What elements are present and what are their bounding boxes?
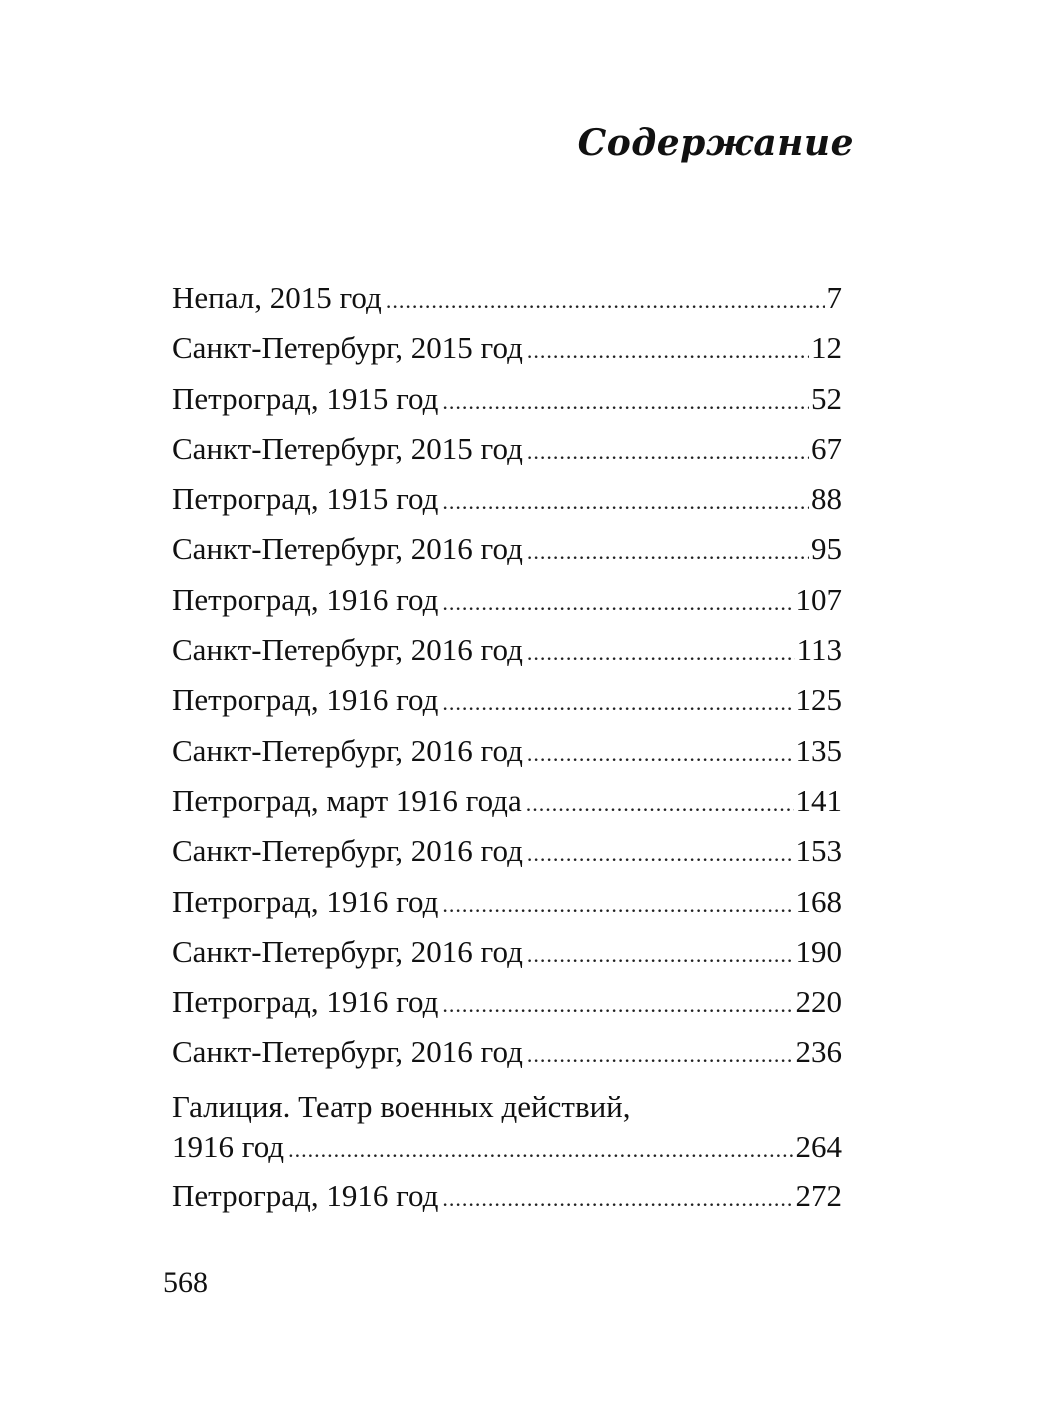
toc-entry[interactable] xyxy=(172,781,842,831)
toc-entry-title: Санкт-Петербург, 2016 год xyxy=(172,1034,523,1070)
toc-entry[interactable] xyxy=(172,278,842,328)
toc-entry-title: Петроград, март 1916 года xyxy=(172,782,522,818)
dot-leader xyxy=(527,734,794,774)
toc-entry[interactable] xyxy=(172,1032,842,1082)
toc-entry-title: Петроград, 1915 год xyxy=(172,481,439,517)
toc-entry[interactable] xyxy=(172,932,842,982)
toc-entry-title-line1: Галиция. Театр военных действий, xyxy=(172,1088,631,1124)
dot-leader xyxy=(442,382,809,422)
dot-leader xyxy=(527,1035,794,1075)
toc-entry-page: 12 xyxy=(811,330,842,366)
toc-entry-title: Санкт-Петербург, 2016 год xyxy=(172,632,523,668)
dot-leader xyxy=(442,683,793,723)
dot-leader xyxy=(527,331,809,371)
dot-leader xyxy=(442,1179,793,1219)
toc-entry[interactable] xyxy=(172,379,842,429)
dot-leader xyxy=(527,834,794,874)
toc-entry-title: Петроград, 1916 год xyxy=(172,984,439,1020)
page-title: Содержание xyxy=(577,122,854,164)
toc-entry-title-line2: 1916 год xyxy=(172,1128,285,1164)
toc-entry-title: Непал, 2015 год xyxy=(172,280,382,315)
toc-entry-page: 95 xyxy=(811,531,842,567)
toc-entry-page: 168 xyxy=(795,883,842,919)
toc-entry[interactable] xyxy=(172,328,842,378)
toc-entry-multiline[interactable] xyxy=(172,1087,842,1170)
dot-leader xyxy=(527,935,794,975)
dot-leader xyxy=(288,1130,793,1170)
toc-entry[interactable] xyxy=(172,630,842,680)
dot-leader xyxy=(386,281,825,321)
toc-entry-page: 107 xyxy=(795,581,842,617)
dot-leader xyxy=(527,532,809,572)
toc-entry-page: 7 xyxy=(826,280,842,315)
toc-entry-page: 190 xyxy=(795,933,842,969)
toc-entry-title: Санкт-Петербург, 2015 год xyxy=(172,330,523,366)
toc-entry[interactable] xyxy=(172,680,842,730)
toc-entry[interactable] xyxy=(172,429,842,479)
page-number: 568 xyxy=(163,1266,208,1299)
toc-entry-page: 153 xyxy=(795,833,842,869)
table-of-contents xyxy=(172,278,842,1226)
toc-entry[interactable] xyxy=(172,831,842,881)
toc-entry-page: 67 xyxy=(811,430,842,466)
toc-entry[interactable] xyxy=(172,731,842,781)
toc-entry-title: Санкт-Петербург, 2016 год xyxy=(172,531,523,567)
dot-leader xyxy=(442,482,809,522)
toc-entry-title: Петроград, 1916 год xyxy=(172,581,439,617)
toc-entry-title: Санкт-Петербург, 2016 год xyxy=(172,933,523,969)
toc-entry-page: 272 xyxy=(795,1177,842,1213)
toc-entry[interactable] xyxy=(172,882,842,932)
dot-leader xyxy=(442,985,793,1025)
toc-entry-page: 52 xyxy=(811,380,842,416)
toc-entry-page: 113 xyxy=(796,632,842,668)
toc-entry-title: Петроград, 1916 год xyxy=(172,682,439,718)
toc-entry-page: 88 xyxy=(811,481,842,517)
toc-entry[interactable] xyxy=(172,529,842,579)
toc-entry[interactable] xyxy=(172,479,842,529)
toc-entry-line2 xyxy=(172,1127,842,1170)
toc-entry-title: Петроград, 1915 год xyxy=(172,380,439,416)
toc-entry-page: 125 xyxy=(795,682,842,718)
dot-leader xyxy=(527,432,809,472)
toc-entry[interactable] xyxy=(172,982,842,1032)
toc-entry-page: 220 xyxy=(795,984,842,1020)
toc-entry-page: 236 xyxy=(795,1034,842,1070)
dot-leader xyxy=(527,633,795,673)
toc-entry[interactable] xyxy=(172,1176,842,1226)
toc-entry-title: Петроград, 1916 год xyxy=(172,1177,439,1213)
toc-entry-page: 141 xyxy=(795,782,842,818)
toc-entry[interactable] xyxy=(172,580,842,630)
toc-entry-page: 264 xyxy=(795,1128,842,1164)
toc-entry-title: Санкт-Петербург, 2015 год xyxy=(172,430,523,466)
toc-entry-title: Петроград, 1916 год xyxy=(172,883,439,919)
toc-entry-title: Санкт-Петербург, 2016 год xyxy=(172,732,523,768)
dot-leader xyxy=(442,583,793,623)
toc-entry-title: Санкт-Петербург, 2016 год xyxy=(172,833,523,869)
dot-leader xyxy=(526,784,794,824)
toc-entry-page: 135 xyxy=(795,732,842,768)
dot-leader xyxy=(442,885,793,925)
